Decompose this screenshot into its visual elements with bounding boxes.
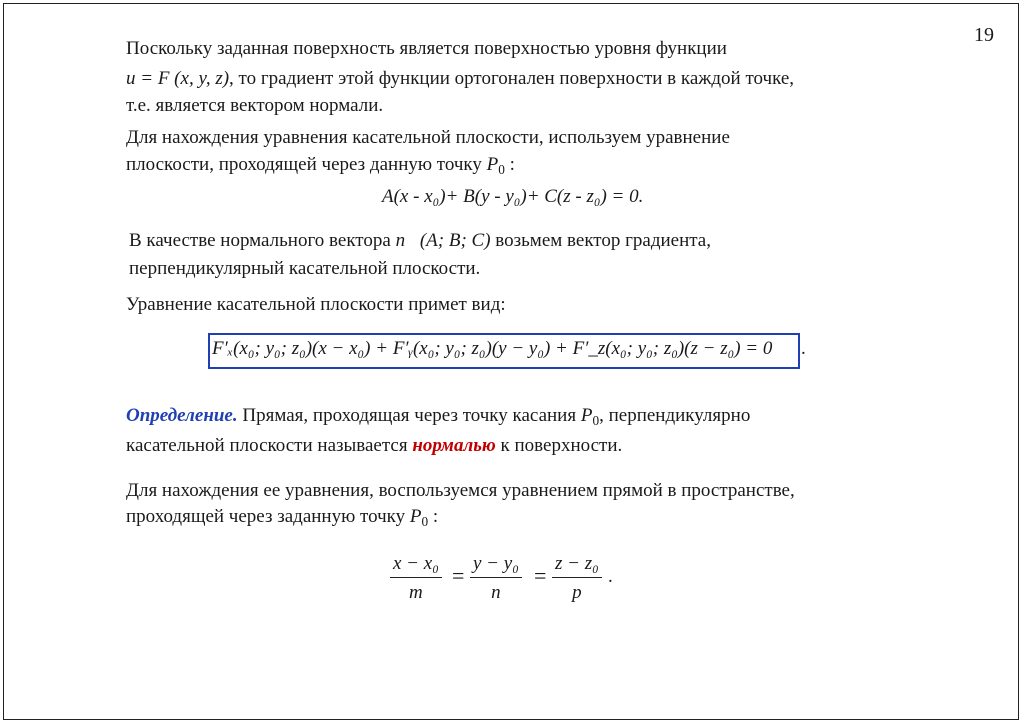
point-p0: $P_0$ <box>409 506 429 529</box>
definition-line1-text: Прямая, проходящая через точку касания <box>237 405 577 426</box>
fraction-x-numerator: x − x₀ <box>390 553 442 578</box>
para2-line2 <box>126 154 515 177</box>
para1-line3: т.е. является вектором нормали. <box>126 95 384 116</box>
para5-line1: Для нахождения ее уравнения, воспользуемся уравнением прямой в пространстве, <box>126 480 795 501</box>
equals-sign: = <box>534 563 547 588</box>
para5-line2-end: : <box>428 506 439 527</box>
definition-line2 <box>126 435 622 458</box>
fraction-x <box>390 553 442 604</box>
function-u-formula: u = F (x, y, z) <box>126 68 230 89</box>
fraction-y-denominator: n <box>491 582 501 603</box>
para5-line2 <box>126 506 438 529</box>
point-p0: $P_0$ <box>486 154 505 177</box>
fraction-z-denominator: p <box>572 582 582 603</box>
normal-term: нормалью <box>412 435 496 456</box>
definition-term: Определение. <box>126 405 238 426</box>
definition-line2-post: к поверхности. <box>495 435 623 456</box>
para3-line1-pre: В качестве нормального вектора <box>129 230 391 251</box>
canonical-period: . <box>608 566 613 587</box>
definition-line1 <box>126 405 750 428</box>
normal-vector-formula: n⃗(A; B; C) <box>395 230 491 251</box>
fraction-x-denominator: m <box>409 582 423 603</box>
point-p0: $P_0$ <box>580 405 600 428</box>
equals-sign: = <box>452 563 465 588</box>
para2-line1: Для нахождения уравнения касательной плоскости, используем уравнение <box>126 127 730 148</box>
para5-line2-text: проходящей через заданную точку <box>126 506 406 527</box>
tangent-plane-equation: F′ₓ(x₀; y₀; z₀)(x − x₀) + F′ᵧ(x₀; y₀; z₀)(y − y₀) + F′_z(x₀; y₀; z₀)(z − z₀) = 0 <box>212 338 773 359</box>
page-number: 19 <box>974 24 994 46</box>
plane-equation: A(x - x₀)+ B(y - y₀)+ C(z - z₀) = 0. <box>382 186 644 207</box>
tangent-equation-period: . <box>801 338 806 359</box>
definition-line1-end: , перпендикулярно <box>599 405 751 426</box>
para1-line2-text: , то градиент этой функции ортогонален поверхности в каждой точке, <box>229 68 795 89</box>
fraction-y-numerator: y − y₀ <box>470 553 522 578</box>
definition-line2-pre: касательной плоскости называется <box>126 435 408 456</box>
fraction-y <box>470 553 522 604</box>
para2-line2-text: плоскости, проходящей через данную точку <box>126 154 482 175</box>
fraction-z-numerator: z − z₀ <box>552 553 602 578</box>
para2-line2-end: : <box>504 154 515 175</box>
para1-line2 <box>126 68 794 91</box>
para4-line1: Уравнение касательной плоскости примет вид: <box>126 294 506 315</box>
para3-line1-post: возьмем вектор градиента, <box>495 230 711 251</box>
fraction-z <box>552 553 602 604</box>
para3-line2: перпендикулярный касательной плоскости. <box>129 258 481 279</box>
para3-line1 <box>129 230 711 253</box>
para1-line1: Поскольку заданная поверхность является поверхностью уровня функции <box>126 38 727 59</box>
